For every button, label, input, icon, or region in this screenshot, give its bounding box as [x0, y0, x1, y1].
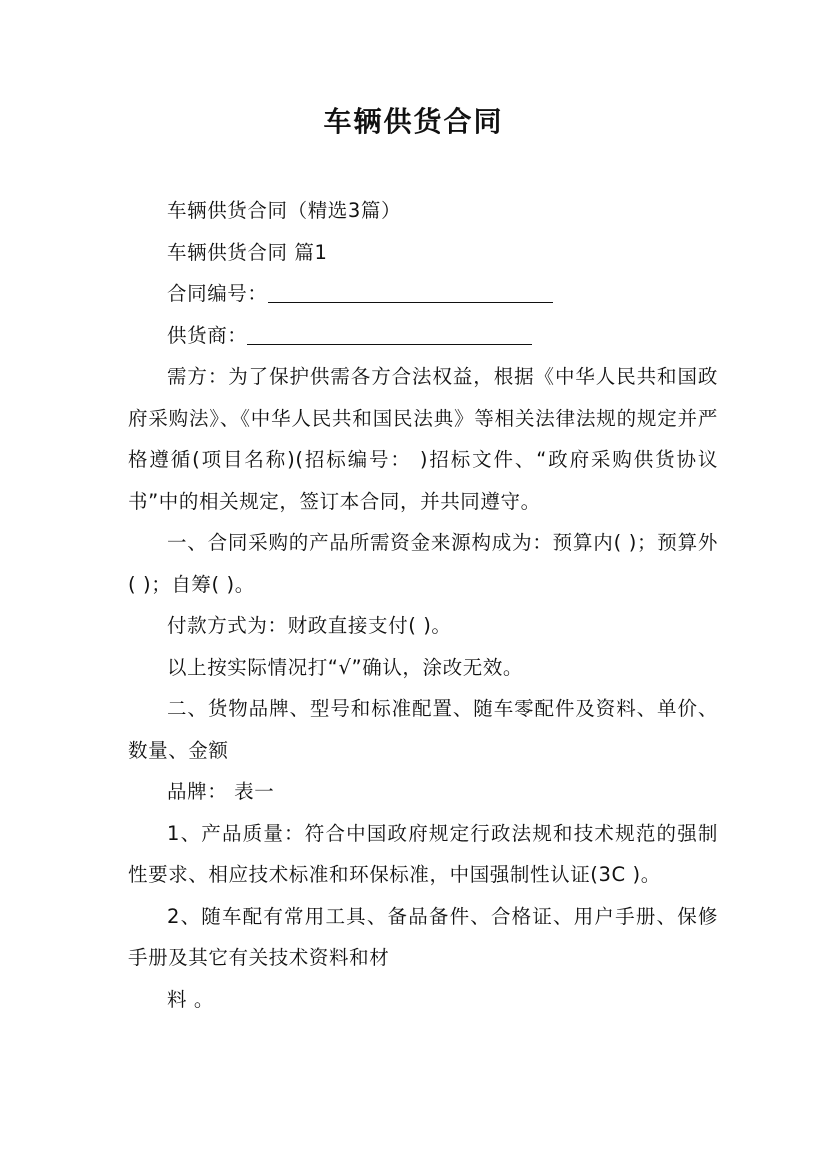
quality-paragraph: 1、产品质量：符合中国政府规定行政法规和技术规范的强制性要求、相应技术标准和环保标准，中国强制性认证(3C )。: [128, 821, 718, 886]
part-heading: 车辆供货合同 篇1: [167, 240, 328, 264]
supplier-blank: [247, 322, 532, 345]
supplier-label: 供货商：: [167, 323, 248, 347]
contract-number-line: [128, 273, 718, 315]
buyer-paragraph: 需方：为了保护供需各方合法权益，根据《中华人民共和国政府采购法》、《中华人民共和国民法典》等相关法律法规的规定并严格遵循(项目名称)(招标编号： )招标文件、“政府采购供货协议书”中的相关规定，签订本合同，并共同遵守。: [128, 365, 718, 513]
contract-number-blank: [268, 280, 553, 303]
confirm-paragraph: 以上按实际情况打“√”确认，涂改无效。: [167, 655, 524, 679]
funds-paragraph: 一、合同采购的产品所需资金来源构成为：预算内( )；预算外( )；自筹( )。: [128, 531, 718, 596]
supplier-line: [128, 315, 718, 357]
goods-paragraph: 二、货物品牌、型号和标准配置、随车零配件及资料、单价、数量、金额: [128, 697, 718, 762]
material-paragraph: 料 。: [167, 987, 214, 1011]
contract-number-label: 合同编号：: [167, 282, 268, 305]
brand-paragraph: 品牌： 表一: [167, 780, 275, 803]
payment-paragraph: 付款方式为：财政直接支付( )。: [167, 614, 452, 637]
document-title: 车辆供货合同: [323, 105, 504, 138]
document-body: [128, 190, 718, 1020]
tools-paragraph: 2、随车配有常用工具、备品备件、合格证、用户手册、保修手册及其它有关技术资料和材: [128, 904, 718, 969]
subtitle-paragraph: 车辆供货合同（精选3篇）: [167, 199, 402, 222]
